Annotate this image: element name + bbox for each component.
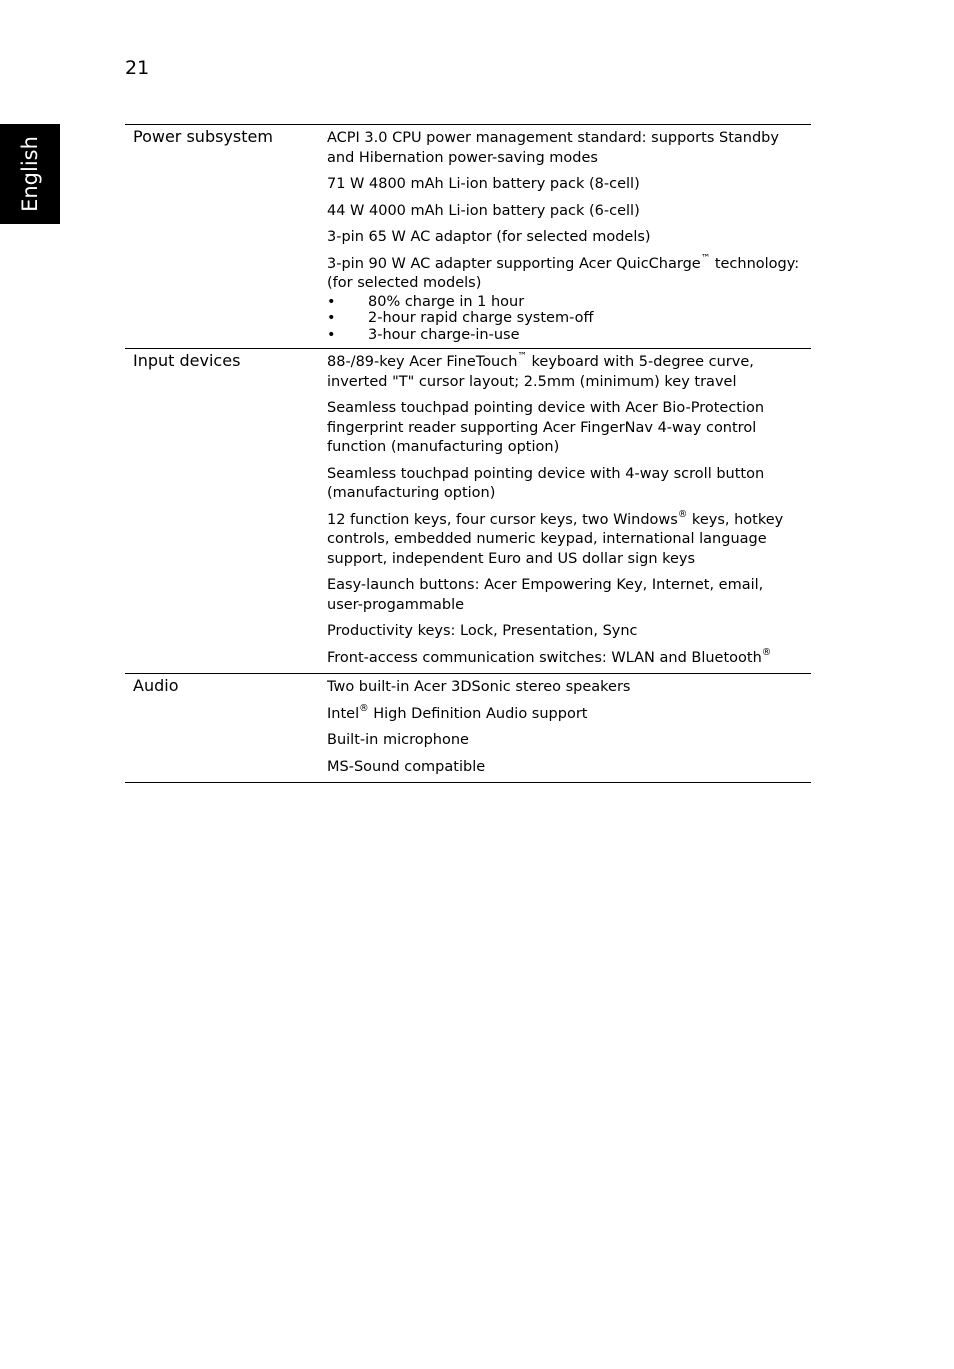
spec-item-speakers: Two built-in Acer 3DSonic stereo speakers (327, 679, 631, 695)
spec-item-touchpad-bio: Seamless touchpad pointing device with Acer Bio-Protection fingerprint reader supporting Acer FingerNav 4-way control function (manufacturing option) (327, 400, 765, 455)
row-label-input-devices: Input devices (133, 351, 241, 370)
spec-item-adapter-90w (327, 252, 803, 344)
spec-item-touchpad-scroll: Seamless touchpad pointing device with 4-way scroll button (manufacturing option) (327, 465, 765, 501)
bullet-item: • 2-hour rapid charge system-off (327, 310, 803, 327)
adapter-90w-text-cont: technology: (for selected models) (327, 255, 800, 291)
keyboard-text-cont: keyboard with 5-degree curve, inverted "T" cursor layout; 2.5mm (minimum) key travel (327, 354, 754, 390)
switches-text: Front-access communication switches: WLAN and Bluetooth (327, 649, 762, 666)
keyboard-text: 88-/89-key Acer FineTouch (327, 354, 518, 370)
spec-item-keys (327, 508, 803, 570)
hd-audio-text: Intel (327, 705, 360, 722)
language-tab-label: English (18, 136, 42, 212)
hd-audio-text-cont: High Definition Audio support (368, 705, 588, 722)
spec-item-ms-sound: MS-Sound compatible (327, 758, 486, 775)
spec-item-acpi: ACPI 3.0 CPU power management standard: supports Standby and Hibernation power-saving modes (327, 130, 779, 166)
registered-mark: ® (761, 646, 772, 658)
keys-text-cont: keys, hotkey controls, embedded numeric keypad, international language support, independent Euro and US dollar sign keys (327, 511, 784, 567)
spec-item-battery-8cell: 71 W 4800 mAh Li-ion battery pack (8-cell) (327, 176, 640, 192)
spec-item-battery-6cell: 44 W 4000 mAh Li-ion battery pack (6-cell) (327, 202, 640, 219)
spec-row-power-subsystem (125, 124, 811, 348)
registered-mark: ® (677, 508, 688, 520)
quiccharge-bullet-list (327, 294, 803, 344)
bullet-item: • 3-hour charge-in-use (327, 327, 803, 344)
spec-row-input-devices (125, 348, 811, 673)
spec-item-adaptor-65w: 3-pin 65 W AC adaptor (for selected models) (327, 229, 651, 245)
trademark-mark: ™ (517, 351, 527, 363)
registered-mark: ® (359, 702, 369, 714)
trademark-mark: ™ (700, 252, 711, 264)
spec-row-audio (125, 673, 811, 782)
bullet-item: • 80% charge in 1 hour (327, 294, 803, 311)
adapter-90w-text: 3-pin 90 W AC adapter supporting Acer QuicCharge (327, 255, 701, 272)
spec-item-productivity-keys: Productivity keys: Lock, Presentation, Sync (327, 623, 638, 639)
spec-item-comm-switches (327, 646, 803, 669)
spec-item-keyboard (327, 353, 803, 392)
keys-text: 12 function keys, four cursor keys, two Windows (327, 511, 678, 528)
row-label-power-subsystem: Power subsystem (133, 127, 273, 146)
language-tab (0, 124, 60, 224)
spec-table (125, 124, 811, 783)
row-items-audio (327, 674, 811, 782)
spec-item-microphone: Built-in microphone (327, 732, 469, 748)
spec-item-hd-audio (327, 702, 803, 725)
spec-item-easy-launch: Easy-launch buttons: Acer Empowering Key, Internet, email, user-progammable (327, 577, 764, 613)
page-number: 21 (125, 57, 150, 79)
row-items-input-devices (327, 349, 811, 673)
row-label-audio: Audio (133, 676, 179, 695)
row-items-power-subsystem (327, 125, 811, 348)
